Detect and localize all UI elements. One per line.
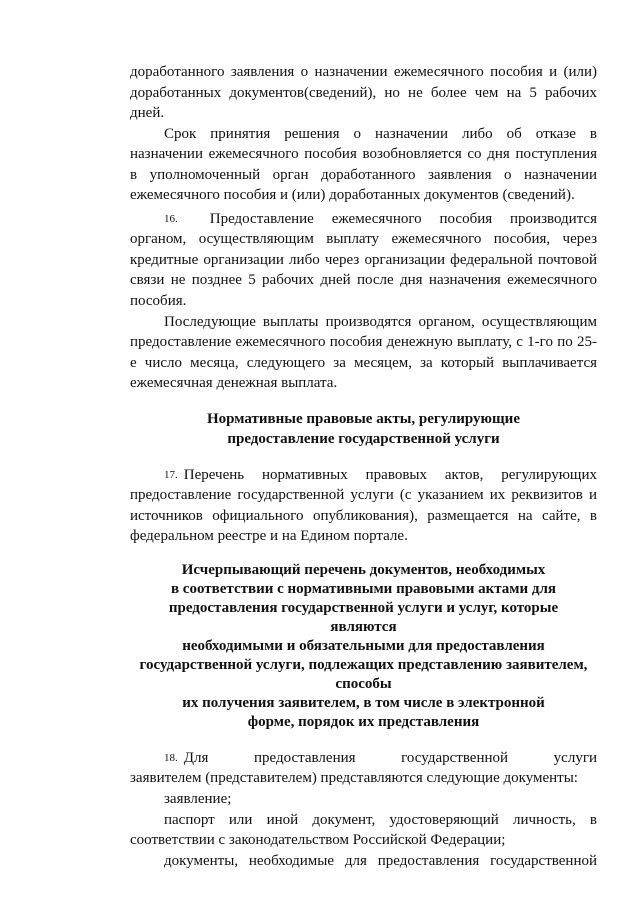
paragraph-18-first-line [164,749,597,767]
text-line: Перечень нормативных правовых актов, регулирующих [183,467,597,483]
text-line: соответствии с законодательством Российской Федерации; [130,832,506,848]
paragraph-16-first-line [164,210,597,228]
text-line: федеральном реестре и на Едином портале. [130,528,408,544]
text-line: Для предоставления государственной услуги [183,750,597,766]
list-item: документы, необходимые для предоставления государственной [164,853,597,869]
list-item: паспорт или иной документ, удостоверяющий личность, в [164,812,597,828]
text-line: связи не позднее 5 рабочих дней после дня назначения ежемесячного [130,272,597,288]
paragraph-number: 18. [164,752,178,764]
section-heading: Исчерпывающий перечень документов, необходимых [181,562,546,578]
text-line: предоставление ежемесячного пособия денежную выплату, с 1-го по 25- [130,334,597,350]
section-heading: Нормативные правовые акты, регулирующие [206,411,520,427]
text-line: Срок принятия решения о назначении либо об отказе в [164,126,597,142]
section-heading: их получения заявителем, в том числе в электронной [182,695,545,711]
text-line: предоставление государственной услуги (с указанием их реквизитов и [130,487,597,503]
text-line: органом, осуществляющим выплату ежемесячного пособия, через [130,231,597,247]
text-line: доработанных документов(сведений), но не более чем на 5 рабочих [130,85,597,101]
section-heading: способы [335,676,392,692]
section-heading: в соответствии с нормативными правовыми актами для [170,581,557,597]
section-heading: являются [330,619,397,635]
section-heading: необходимыми и обязательными для предоставления [182,638,545,654]
text-line: источников официального опубликования), размещается на сайте, в [130,508,597,524]
text-line: доработанного заявления о назначении ежемесячного пособия и (или) [130,64,597,80]
text-line: назначении ежемесячного пособия возобновляется со дня поступления [130,146,597,162]
paragraph-number: 16. [164,213,178,225]
text-line: е число месяца, следующего за месяцем, за который выплачивается [130,355,597,371]
paragraph-17-first-line [164,466,597,484]
text-line: пособия. [130,293,187,309]
section-heading: предоставление государственной услуги [227,431,500,447]
text-line: Предоставление ежемесячного пособия производится [209,211,597,227]
section-heading: государственной услуги, подлежащих представлению заявителем, [139,657,588,673]
text-line: кредитные организации либо через организации федеральной почтовой [130,252,597,268]
text-line: заявителем (представителем) представляются следующие документы: [130,770,578,786]
text-line: ежемесячного пособия и (или) доработанных документов (сведений). [130,187,575,203]
section-heading: форме, порядок их представления [247,714,480,730]
text-line: в уполномоченный орган доработанного заявления о назначении [130,167,597,183]
text-line: ежемесячная денежная выплата. [130,375,338,391]
text-line: дней. [130,105,165,121]
section-heading: предоставления государственной услуги и услуг, которые [168,600,559,616]
text-line: Последующие выплаты производятся органом, осуществляющим [164,314,597,330]
paragraph-number: 17. [164,469,178,481]
list-item: заявление; [164,791,232,807]
